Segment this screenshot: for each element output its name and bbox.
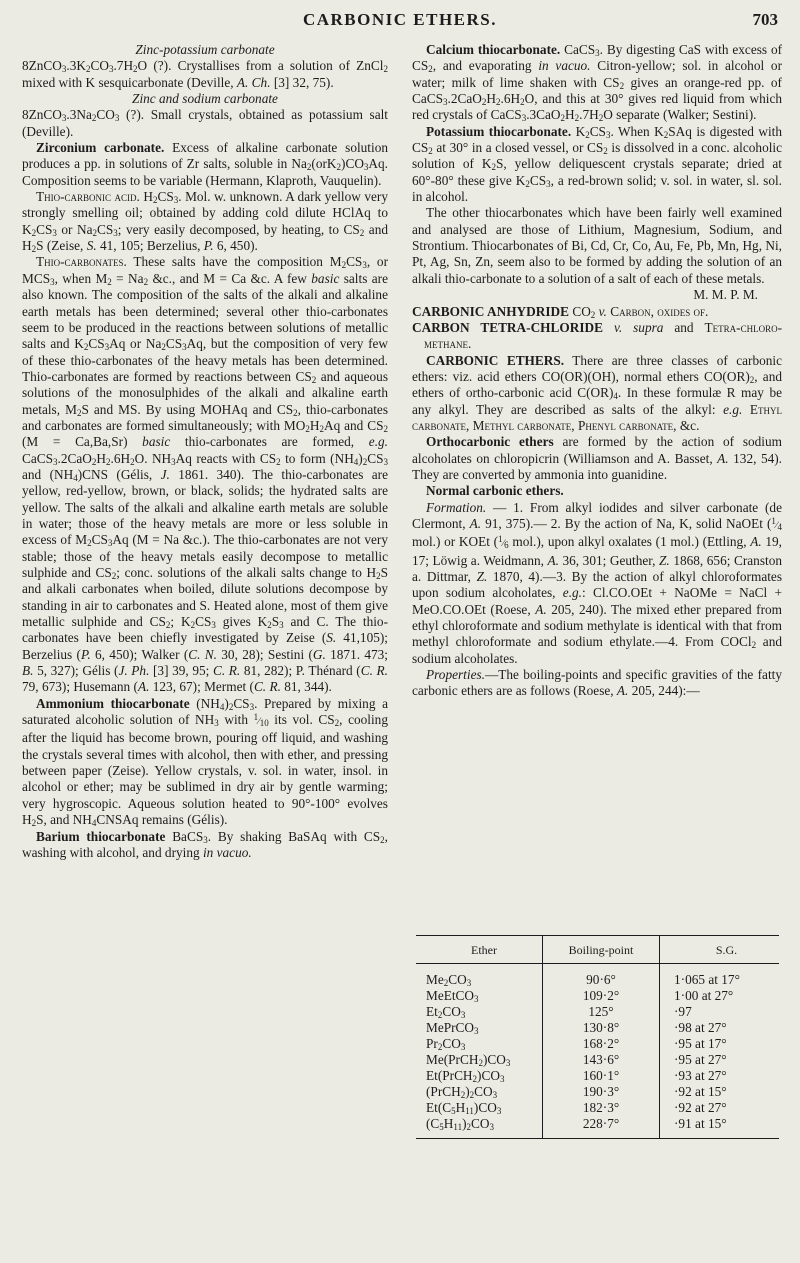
table-row	[416, 964, 779, 989]
left-column	[22, 42, 388, 861]
sg-cell: ·92 at 15°	[674, 1084, 727, 1099]
ether-cell: $Et(C_5H_{11})CO_3$	[426, 1100, 502, 1116]
table-header-row	[416, 936, 779, 964]
column-header-sg: S.G.	[660, 936, 780, 964]
boiling-point-cell: 160·1°	[543, 1068, 660, 1084]
sg-cell: ·91 at 15°	[660, 1116, 780, 1139]
paragraph: Barium thiocarbonate BaCS$_3$. By shaking BaSAq with $CS_2$, washing with alcohol, and drying in vacuo.	[22, 828, 388, 860]
boiling-point-cell: 143·6°	[543, 1052, 660, 1068]
table-row	[416, 1084, 779, 1100]
sg-cell: ·97	[674, 1004, 692, 1019]
table-row	[416, 1004, 779, 1020]
paragraph: CARBONIC ETHERS. There are three classes of carbonic ethers: viz. acid ethers CO(OR)(OH), normal ethers $CO(OR)_2$, and ethers of ortho-carbonic acid $C(OR)_4$. In these formulæ R may be any alkyl. They are described as salts of the alkyl: e.g. Ethyl carbonate, Methyl carbonate, Phenyl carbonate, &c.	[412, 352, 782, 433]
sg-cell: ·95 at 17°	[674, 1036, 727, 1051]
boiling-point-cell: 182·3°	[543, 1100, 660, 1116]
running-header	[0, 10, 800, 34]
carbonic-ethers-table	[416, 935, 779, 1139]
ether-cell: $Et(PrCH_2)CO_3$	[426, 1068, 505, 1084]
sg-cell: 1·065 at 17°	[674, 972, 740, 987]
paragraph: Orthocarbonic ethers are formed by the action of sodium alcoholates on chloropicrin (Williamson and A. Basset, A. 132, 54). They are converted by ammonia into guanidine.	[412, 434, 783, 482]
paragraph: Normal carbonic ethers.	[426, 483, 564, 499]
page-number: 703	[752, 10, 778, 29]
boiling-point-cell: 90·6°	[543, 964, 660, 989]
ether-cell: $Pr_2CO_3$	[426, 1036, 466, 1052]
paragraph: M. M. P. M.	[693, 287, 758, 303]
sg-cell: ·98 at 27°	[674, 1020, 727, 1035]
column-header-boiling-point: Boiling-point	[543, 936, 660, 964]
running-title: CARBONIC ETHERS.	[302, 10, 498, 29]
table-row	[416, 1020, 779, 1036]
boiling-point-cell: 130·8°	[543, 1020, 660, 1036]
ether-cell: $Me(PrCH_2)CO_3$	[426, 1052, 511, 1068]
table-row	[416, 1052, 779, 1068]
boiling-point-cell: 190·3°	[543, 1084, 660, 1100]
paragraph: Potassium thiocarbonate. $K_2CS_3$. When $K_2SAq$ is digested with $CS_2$ at 30° in a closed vessel, or $CS_2$ is dissolved in a conc. alcoholic solution of $K_2S$, yellow deliquescent crystals separate; dried at 60°-80° these give $K_2CS_3$, a red-brown solid; v. sol. in water, sl. sol. in alcohol.	[412, 123, 783, 205]
ether-cell: $(PrCH_2)_2CO_3$	[426, 1084, 498, 1100]
paragraph: Zinc-potassium carbonate	[135, 42, 275, 57]
paragraph: Thio-carbonates. These salts have the composition $M_2CS_3$, or $MCS_3$, when $M_2 = Na_2$ &c., and M = Ca &c. A few basic salts are also known. The composition of the salts of the alkali and alkaline earth metals has been determined; several other thio-carbonates seem to be produced in the reactions between solutions of metallic salts and $K_2CS_3Aq$ or $Na_2CS_3Aq$, but the composition of very few of these thio-carbonates of the heavy metals has been determined. Thio-carbonates are formed by reactions between $CS_2$ and aqueous solutions of the monosulphides of the alkali and alkaline earth metals, $M_2S$ and MS. By using MOHAq and $CS_2$, thio-carbonates and carbonates are formed simultaneously; with $MO_2H_2Aq$ and $CS_2$ (M = Ca,Ba,Sr) basic thio-carbonates are formed, e.g. $CaCS_3.2CaO_2H_2.6H_2O$. $NH_3Aq$ reacts with $CS_2$ to form $(NH_4)_2CS_3$ and $(NH_4)CNS$ (Gélis, J. 1861. 340). The thio-carbonates are yellow, red-yellow, brown, or black, solids; the hydrated salts are yellow. The salts of the alkali and alkaline earth metals are soluble in water; those of the heavy metals are more or less soluble in excess of $M_2CS_3Aq$ (M = Na &c.). The thio-carbonates are not very stable; those of the heavy metals easily decompose to metallic sulphide and $CS_2$; conc. solutions of the alkali salts change to $H_2S$ and alkali carbonates when boiled, dilute solutions decompose by standing in air to carbonates and S. Heated alone, most of them give metallic sulphide and $CS_2$; $K_2CS_3$ gives $K_2S_3$ and C. The thio-carbonates have been chiefly investigated by Zeise (S. 41,105); Berzelius (P. 6, 450); Walker (C. N. 30, 28); Sestini (G. 1871. 473; B. 5, 327); Gélis (J. Ph. [3] 39, 95; C. R. 81, 282); P. Thénard (C. R. 79, 673); Husemann (A. 123, 67); Mermet (C. R. 81, 344).	[22, 254, 388, 695]
sg-cell: ·95 at 27°	[674, 1052, 727, 1067]
boiling-point-cell: 125°	[543, 1004, 660, 1020]
table-row	[416, 1116, 779, 1139]
right-column	[412, 42, 782, 700]
sg-cell: ·92 at 27°	[674, 1100, 727, 1115]
sg-cell: ·93 at 27°	[674, 1068, 727, 1083]
table-row	[416, 1068, 779, 1084]
paragraph: Calcium thiocarbonate. CaCS$_3$. By digesting CaS with excess of $CS_2$, and evaporating in vacuo. Citron-yellow; sol. in alcohol or water; milk of lime shaken with $CS_2$ gives an orange-red pp. of $CaCS_3.2CaO_2H_2.6H_2O$, and this at 30° gives red liquid from which red crystals of $CaCS_3.3CaO_2H_2.7H_2O$ separate (Walker; Sestini).	[412, 42, 783, 124]
paragraph: CARBON TETRA-CHLORIDE v. supra and Tetra-chloro-methane.	[412, 319, 782, 352]
paragraph: CARBONIC ANHYDRIDE $CO_2$ v. Carbon, oxides of.	[412, 303, 709, 320]
paragraph: The other thiocarbonates which have been fairly well examined and analysed are those of Lithium, Magnesium, Sodium, and Strontium. Thiocarbonates of Bi, Cd, Cr, Co, Au, Fe, Pb, Mn, Hg, Ni, Pt, Ag, Sn, Zn, seem also to be formed by adding the solution of an alkali thio-carbonate to a solution of a salt of each of these metals.	[412, 205, 782, 286]
boiling-point-cell: 228·7°	[543, 1116, 660, 1139]
paragraph: Zinc and sodium carbonate	[132, 91, 278, 107]
paragraph: Formation. — 1. From alkyl iodides and silver carbonate (de Clermont, A. 91, 375).— 2. By the action of Na, K, solid NaOEt ($^1⁄_4$ mol.) or KOEt ($^1⁄_6$ mol.), upon alkyl oxalates (1 mol.) (Ettling, A. 19, 17; Löwig a. Weidmann, A. 36, 301; Geuther, Z. 1868, 656; Cranston a. Dittmar, Z. 1870, 4).—3. By the action of alkyl chloroformates upon sodium alcoholates, e.g.: Cl.CO.OEt + NaOMe = NaCl + MeO.CO.OEt (Roese, A. 205, 240). The mixed ether prepared from ethyl chloroformate and sodium methylate is identical with that from methyl chloroformate and sodium ethylate.—4. From COCl$_2$ and sodium alcoholates.	[412, 499, 783, 666]
paragraph: Thio-carbonic acid. $H_2CS_3$. Mol. w. unknown. A dark yellow very strongly smelling oil; obtained by adding cold dilute HClAq to $K_2CS_3$ or $Na_2CS_3$; very easily decomposed, by heating, to $CS_2$ and $H_2S$ (Zeise, S. 41, 105; Berzelius, P. 6, 450).	[22, 189, 389, 255]
column-header-ether: Ether	[416, 936, 543, 964]
paragraph: Properties.—The boiling-points and specific gravities of the fatty carbonic ethers are as follows (Roese, A. 205, 244):—	[412, 667, 782, 699]
sg-cell: 1·00 at 27°	[674, 988, 734, 1003]
paragraph: $8ZnCO_3.3K_2CO_3.7H_2O$ (?). Crystallises from a solution of ZnCl$_2$ mixed with K sesquicarbonate (Deville, A. Ch. [3] 32, 75).	[22, 58, 388, 90]
ether-cell: MeEtCO$_3$	[426, 988, 479, 1004]
boiling-point-cell: 168·2°	[543, 1036, 660, 1052]
boiling-point-cell: 109·2°	[543, 988, 660, 1004]
ether-cell: $(C_5H_{11})_2CO_3$	[416, 1116, 543, 1139]
table-row	[416, 1036, 779, 1052]
paragraph: $8ZnCO_3.3Na_2CO_3$ (?). Small crystals, obtained as potassium salt (Deville).	[22, 107, 388, 139]
paragraph: Zirconium carbonate. Excess of alkaline carbonate solution produces a pp. in solutions of Zr salts, soluble in $Na_2(orK_2)CO_3Aq$. Composition seems to be variable (Hermann, Klaproth, Vauquelin).	[22, 140, 388, 188]
table-row	[416, 1100, 779, 1116]
paragraph: Ammonium thiocarbonate $(NH_4)_2CS_3$. Prepared by mixing a saturated alcoholic solution of $NH_3$ with $^1⁄_{10}$ its vol. $CS_2$, cooling after the liquid has become brown, pouring off liquid, and washing the crystals several times with alcohol, then with ether, and pressing between paper (Zeise). Yellow crystals, v. sol. in water, insol. in alcohol or ether; may be sublimed in dry air by gentle warming; very hygroscopic. Aqueous solution heated to 90°-100° evolves $H_2S$, and $NH_4CNSAq$ remains (Gélis).	[22, 695, 388, 829]
ether-cell: $Et_2CO_3$	[426, 1004, 466, 1020]
table-row	[416, 988, 779, 1004]
ether-cell: MePrCO$_3$	[426, 1020, 479, 1036]
ether-cell: $Me_2CO_3$	[426, 972, 472, 988]
